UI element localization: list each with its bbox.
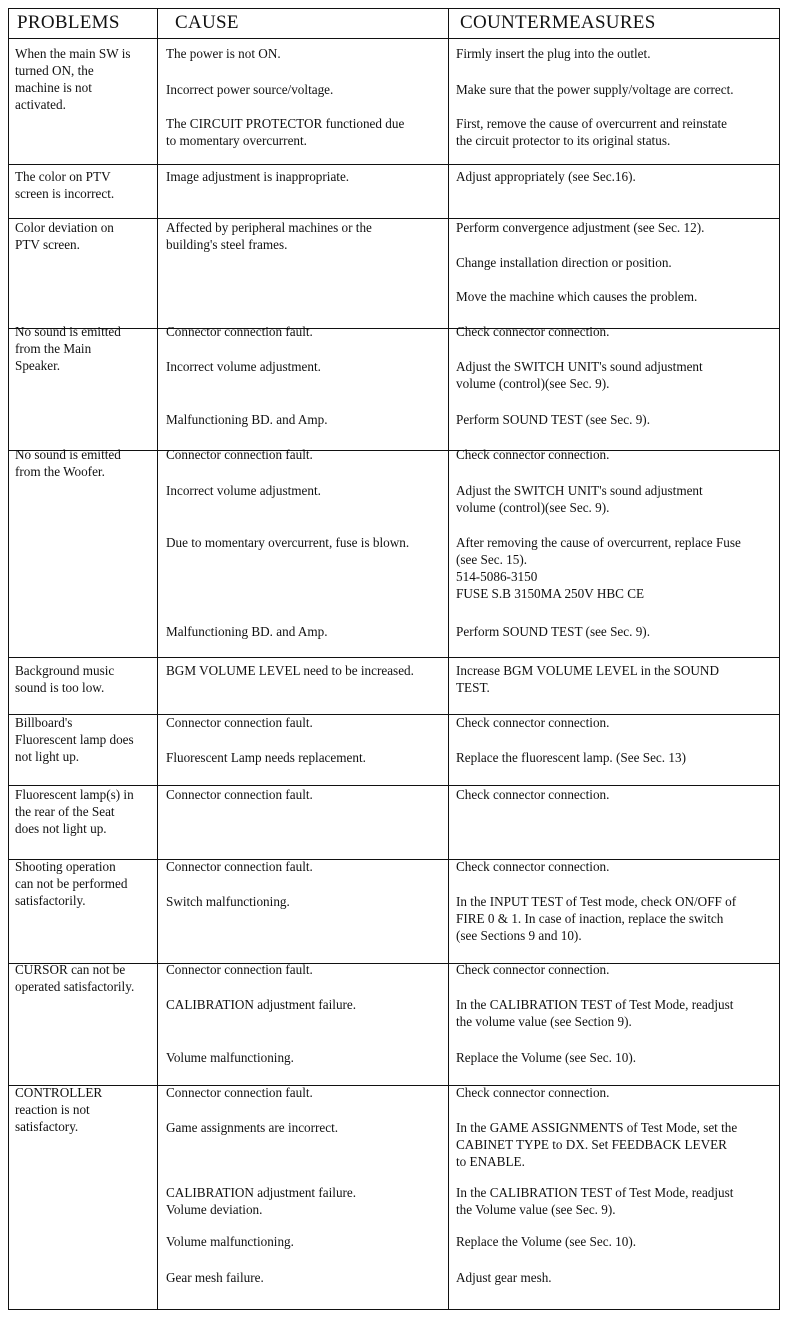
cause-text: Malfunctioning BD. and Amp. <box>166 412 328 427</box>
cause-text: Connector connection fault. <box>166 787 313 802</box>
problem-text: Billboard's Fluorescent lamp does not light up. <box>15 715 134 764</box>
countermeasure-text: Check connector connection. <box>456 324 610 339</box>
countermeasure-text: Check connector connection. <box>456 962 610 977</box>
countermeasure-text: Firmly insert the plug into the outlet. <box>456 46 651 61</box>
cause-text: Connector connection fault. <box>166 962 313 977</box>
table-row <box>9 39 779 165</box>
cause-text: CALIBRATION adjustment failure. <box>166 997 357 1012</box>
problem-text: Fluorescent lamp(s) in the rear of the Seat does not light up. <box>15 787 134 836</box>
countermeasure-text: Check connector connection. <box>456 787 610 802</box>
problem-text: No sound is emitted from the Main Speaker. <box>15 324 121 373</box>
cause-text: Malfunctioning BD. and Amp. <box>166 624 328 639</box>
cause-text: CALIBRATION adjustment failure. Volume deviation. <box>166 1185 357 1217</box>
countermeasure-text: Perform convergence adjustment (see Sec. 12). <box>456 220 705 235</box>
table-row <box>9 786 779 860</box>
cause-text: Connector connection fault. <box>166 1085 313 1100</box>
countermeasure-text: Perform SOUND TEST (see Sec. 9). <box>456 412 651 427</box>
countermeasure-text: Adjust the SWITCH UNIT's sound adjustment volume (control)(see Sec. 9). <box>456 359 703 391</box>
table-header <box>9 9 779 39</box>
countermeasure-text: Check connector connection. <box>456 1085 610 1100</box>
cause-text: Affected by peripheral machines or the building's steel frames. <box>166 220 372 252</box>
cause-text: Due to momentary overcurrent, fuse is blown. <box>166 535 410 550</box>
countermeasure-text: In the GAME ASSIGNMENTS of Test Mode, set the CABINET TYPE to DX. Set FEEDBACK LEVER to ENABLE. <box>456 1120 738 1169</box>
problem-text: No sound is emitted from the Woofer. <box>15 447 121 479</box>
countermeasure-text: Adjust appropriately (see Sec.16). <box>456 169 636 184</box>
table-row <box>9 1086 779 1311</box>
countermeasure-text: Adjust gear mesh. <box>456 1270 552 1285</box>
cause-text: Fluorescent Lamp needs replacement. <box>166 750 366 765</box>
problem-text: The color on PTV screen is incorrect. <box>15 169 115 201</box>
cause-text: Incorrect volume adjustment. <box>166 483 321 498</box>
problem-text: Background music sound is too low. <box>15 663 115 695</box>
cause-text: Gear mesh failure. <box>166 1270 264 1285</box>
countermeasure-text: Check connector connection. <box>456 859 610 874</box>
table-row <box>9 964 779 1086</box>
countermeasure-text: Replace the Volume (see Sec. 10). <box>456 1234 637 1249</box>
problem-text: When the main SW is turned ON, the machine is not activated. <box>15 46 131 112</box>
table-row <box>9 324 779 451</box>
cause-text: Connector connection fault. <box>166 715 313 730</box>
table-row <box>9 219 779 329</box>
table-row <box>9 658 779 715</box>
countermeasure-text: Change installation direction or position. <box>456 255 672 270</box>
problem-text: Shooting operation can not be performed satisfactorily. <box>15 859 128 908</box>
countermeasure-text: Replace the Volume (see Sec. 10). <box>456 1050 637 1065</box>
cause-text: The CIRCUIT PROTECTOR functioned due to momentary overcurrent. <box>166 116 405 148</box>
countermeasure-text: Replace the fluorescent lamp. (See Sec. 13) <box>456 750 686 765</box>
header-cause: CAUSE <box>175 12 239 33</box>
countermeasure-text: Check connector connection. <box>456 715 610 730</box>
cause-text: The power is not ON. <box>166 46 281 61</box>
table-row <box>9 860 779 964</box>
cause-text: BGM VOLUME LEVEL need to be increased. <box>166 663 414 678</box>
cause-text: Volume malfunctioning. <box>166 1050 294 1065</box>
problem-text: CURSOR can not be operated satisfactorily. <box>15 962 135 994</box>
cause-text: Volume malfunctioning. <box>166 1234 294 1249</box>
cause-text: Connector connection fault. <box>166 447 313 462</box>
table-row <box>9 447 779 658</box>
cause-text: Switch malfunctioning. <box>166 894 290 909</box>
countermeasure-text: Check connector connection. <box>456 447 610 462</box>
cause-text: Game assignments are incorrect. <box>166 1120 339 1135</box>
cause-text: Incorrect power source/voltage. <box>166 82 334 97</box>
cause-text: Incorrect volume adjustment. <box>166 359 321 374</box>
countermeasure-text: In the CALIBRATION TEST of Test Mode, readjust the volume value (see Section 9). <box>456 997 734 1029</box>
problem-text: CONTROLLER reaction is not satisfactory. <box>15 1085 103 1134</box>
table-row <box>9 715 779 786</box>
table-row <box>9 165 779 219</box>
countermeasure-text: Move the machine which causes the problem. <box>456 289 698 304</box>
countermeasure-text: Increase BGM VOLUME LEVEL in the SOUND TEST. <box>456 663 719 695</box>
countermeasure-text: Perform SOUND TEST (see Sec. 9). <box>456 624 651 639</box>
cause-text: Connector connection fault. <box>166 324 313 339</box>
cause-text: Connector connection fault. <box>166 859 313 874</box>
countermeasure-text: First, remove the cause of overcurrent and reinstate the circuit protector to its original status. <box>456 116 727 148</box>
countermeasure-text: Adjust the SWITCH UNIT's sound adjustment volume (control)(see Sec. 9). <box>456 483 703 515</box>
cause-text: Image adjustment is inappropriate. <box>166 169 350 184</box>
countermeasure-text: In the CALIBRATION TEST of Test Mode, readjust the Volume value (see Sec. 9). <box>456 1185 734 1217</box>
countermeasure-text: After removing the cause of overcurrent, replace Fuse (see Sec. 15). 514-5086-3150 FUSE S.B 3150MA 250V HBC CE <box>456 535 741 601</box>
header-countermeasures: COUNTERMEASURES <box>460 12 656 33</box>
header-problems: PROBLEMS <box>17 12 120 33</box>
countermeasure-text: In the INPUT TEST of Test mode, check ON/OFF of FIRE 0 & 1. In case of inaction, replace the switch (see Sections 9 and 10). <box>456 894 737 943</box>
countermeasure-text: Make sure that the power supply/voltage are correct. <box>456 82 734 97</box>
troubleshooting-table <box>8 8 780 1310</box>
problem-text: Color deviation on PTV screen. <box>15 220 114 252</box>
